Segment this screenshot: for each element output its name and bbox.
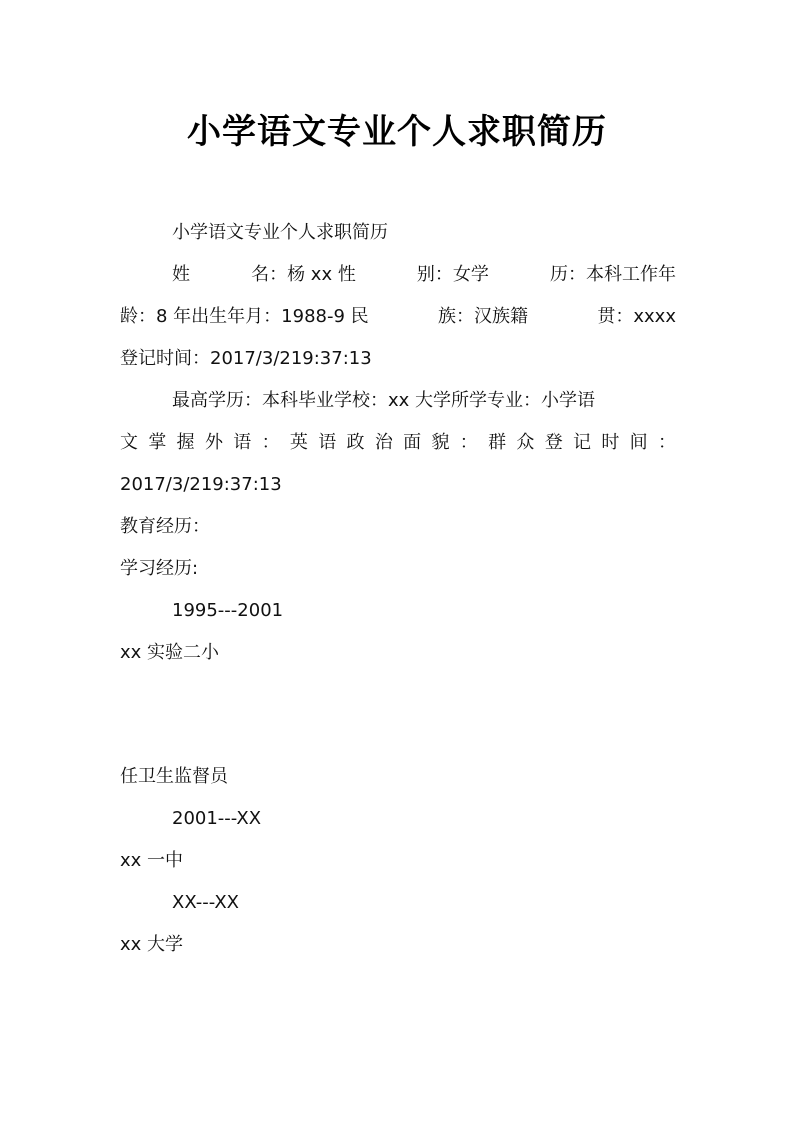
school-1: xx 实验二小: [120, 642, 220, 663]
char: 面: [403, 432, 422, 453]
period-3: XX---XX: [172, 892, 240, 913]
char: 语: [318, 432, 337, 453]
role-1: 任卫生监督员: [120, 766, 228, 787]
char: 握: [176, 432, 195, 453]
char: 间: [629, 432, 648, 453]
char: 外: [204, 432, 223, 453]
ethnic-native-label: 族：汉族籍: [438, 306, 529, 327]
gender-and-education-label: 别：女学: [416, 264, 489, 285]
info-row-1: [172, 263, 676, 287]
name-and-gender-label: 名：杨 xx 性: [251, 264, 356, 285]
school-3: xx 大学: [120, 934, 184, 955]
char: 记: [573, 432, 591, 453]
document-title: 小学语文专业个人求职简历: [187, 112, 607, 152]
char: 登: [544, 432, 563, 453]
study-heading: 学习经历:: [120, 558, 199, 579]
education-and-work-label: 历：本科工作年: [549, 264, 676, 285]
age-birth-ethnic-label: 龄：8 年出生年月：1988-9 民: [120, 306, 369, 327]
char: ：: [261, 432, 280, 453]
period-2: 2001---XX: [172, 808, 262, 829]
char: 群: [488, 432, 507, 453]
char: ：: [459, 432, 478, 453]
language-politics-line: [120, 431, 676, 455]
info-row-2: [120, 305, 676, 329]
char: 政: [346, 432, 365, 453]
subtitle: 小学语文专业个人求职简历: [172, 222, 388, 243]
char: 时: [601, 432, 620, 453]
char: 众: [516, 432, 535, 453]
char: 掌: [148, 432, 167, 453]
native-place-label: 贯：xxxx: [597, 306, 676, 327]
char: 语: [233, 432, 252, 453]
char: 治: [374, 432, 393, 453]
char: 英: [289, 432, 308, 453]
register-time-1: 登记时间：2017/3/219:37:13: [120, 348, 372, 369]
char: 文: [120, 432, 138, 453]
register-time-2: 2017/3/219:37:13: [120, 474, 282, 495]
school-2: xx 一中: [120, 850, 184, 871]
char: 貌: [431, 432, 450, 453]
period-1: 1995---2001: [172, 600, 284, 621]
name-label-a: 姓: [172, 264, 190, 285]
education-heading: 教育经历：: [120, 516, 210, 537]
char: ：: [657, 432, 676, 453]
highest-education-line: 最高学历：本科毕业学校：xx 大学所学专业：小学语: [172, 390, 596, 411]
